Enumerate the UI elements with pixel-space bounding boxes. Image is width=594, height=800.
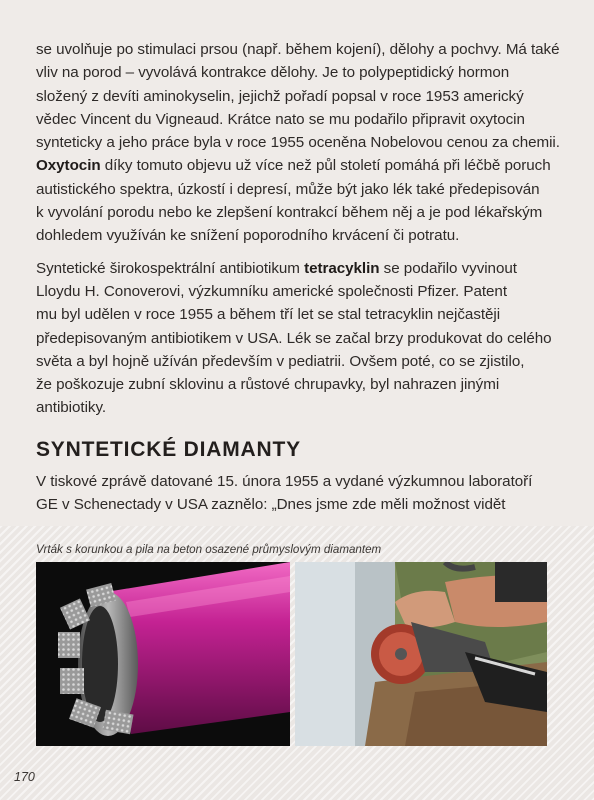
bold-term-tetracyklin: tetracyklin (304, 259, 380, 277)
concrete-saw-illustration (295, 562, 547, 746)
drill-bit-illustration (36, 562, 290, 746)
text-line: k vyvolání porodu nebo ke zlepšení kontrakcí během něj a je pod lékařským (36, 204, 543, 222)
body-text (36, 38, 558, 420)
page-number: 170 (14, 770, 35, 784)
paragraph-tetracyklin (36, 257, 558, 420)
text-line: mu byl udělen v roce 1955 a během tří let se stal tetracyklin nejčastěji (36, 306, 501, 324)
concrete-saw-photo (295, 562, 547, 746)
text-fragment: se podařilo vyvinout (379, 259, 517, 277)
text-line: světa a byl hojně užíván především v pediatrii. Ovšem poté, co se zjistilo, (36, 352, 525, 370)
text-line: dohledem využíván ke snížení poporodního krvácení či potratu. (36, 227, 460, 245)
text-line: V tiskové zprávě datované 15. února 1955 a vydané výzkumnou laboratoří (36, 473, 533, 490)
paragraph-oxytocin (36, 38, 558, 248)
figure-caption: Vrták s korunkou a pila na beton osazené průmyslovým diamantem (36, 543, 382, 556)
text-line: autistického spektra, úzkostí i depresí, může být jako lék také předepisován (36, 180, 540, 198)
text-line: Lloydu H. Conoverovi, výzkumníku americké společnosti Pfizer. Patent (36, 282, 508, 300)
text-line: synteticky a jeho práce byla v roce 1955 oceněna Nobelovou cenou za chemii. (36, 134, 560, 152)
text-line (36, 257, 558, 280)
drill-bit-photo (36, 562, 290, 746)
text-line: antibiotiky. (36, 399, 107, 417)
text-line: se uvolňuje po stimulaci prsou (např. během kojení), dělohy a pochvy. Má také (36, 41, 560, 58)
text-line (36, 154, 558, 177)
text-line: vliv na porod – vyvolává kontrakce dělohy. Je to polypeptidický hormon (36, 64, 510, 82)
text-line: složený z devíti aminokyselin, jejichž pořadí popsal v roce 1953 americký (36, 87, 524, 105)
text-line: vědec Vincent du Vigneaud. Krátce nato se mu podařilo připravit oxytocin (36, 110, 525, 128)
text-line: že poškozuje zubní sklovinu a růstové chrupavky, byl nahrazen jinými (36, 376, 500, 394)
bold-term-oxytocin: Oxytocin (36, 157, 101, 175)
section-heading: SYNTETICKÉ DIAMANTY (36, 438, 301, 461)
text-fragment: Syntetické širokospektrální antibiotikum (36, 259, 305, 277)
text-fragment: díky tomuto objevu už více než půl století pomáhá při léčbě poruch (100, 157, 551, 175)
text-line: GE v Schenectady v USA zaznělo: „Dnes jsme zde měli možnost vidět (36, 496, 506, 514)
text-line: předepisovaným antibiotikem v USA. Lék se začal brzy produkovat do celého (36, 329, 552, 347)
paragraph-diamonds (36, 470, 558, 517)
